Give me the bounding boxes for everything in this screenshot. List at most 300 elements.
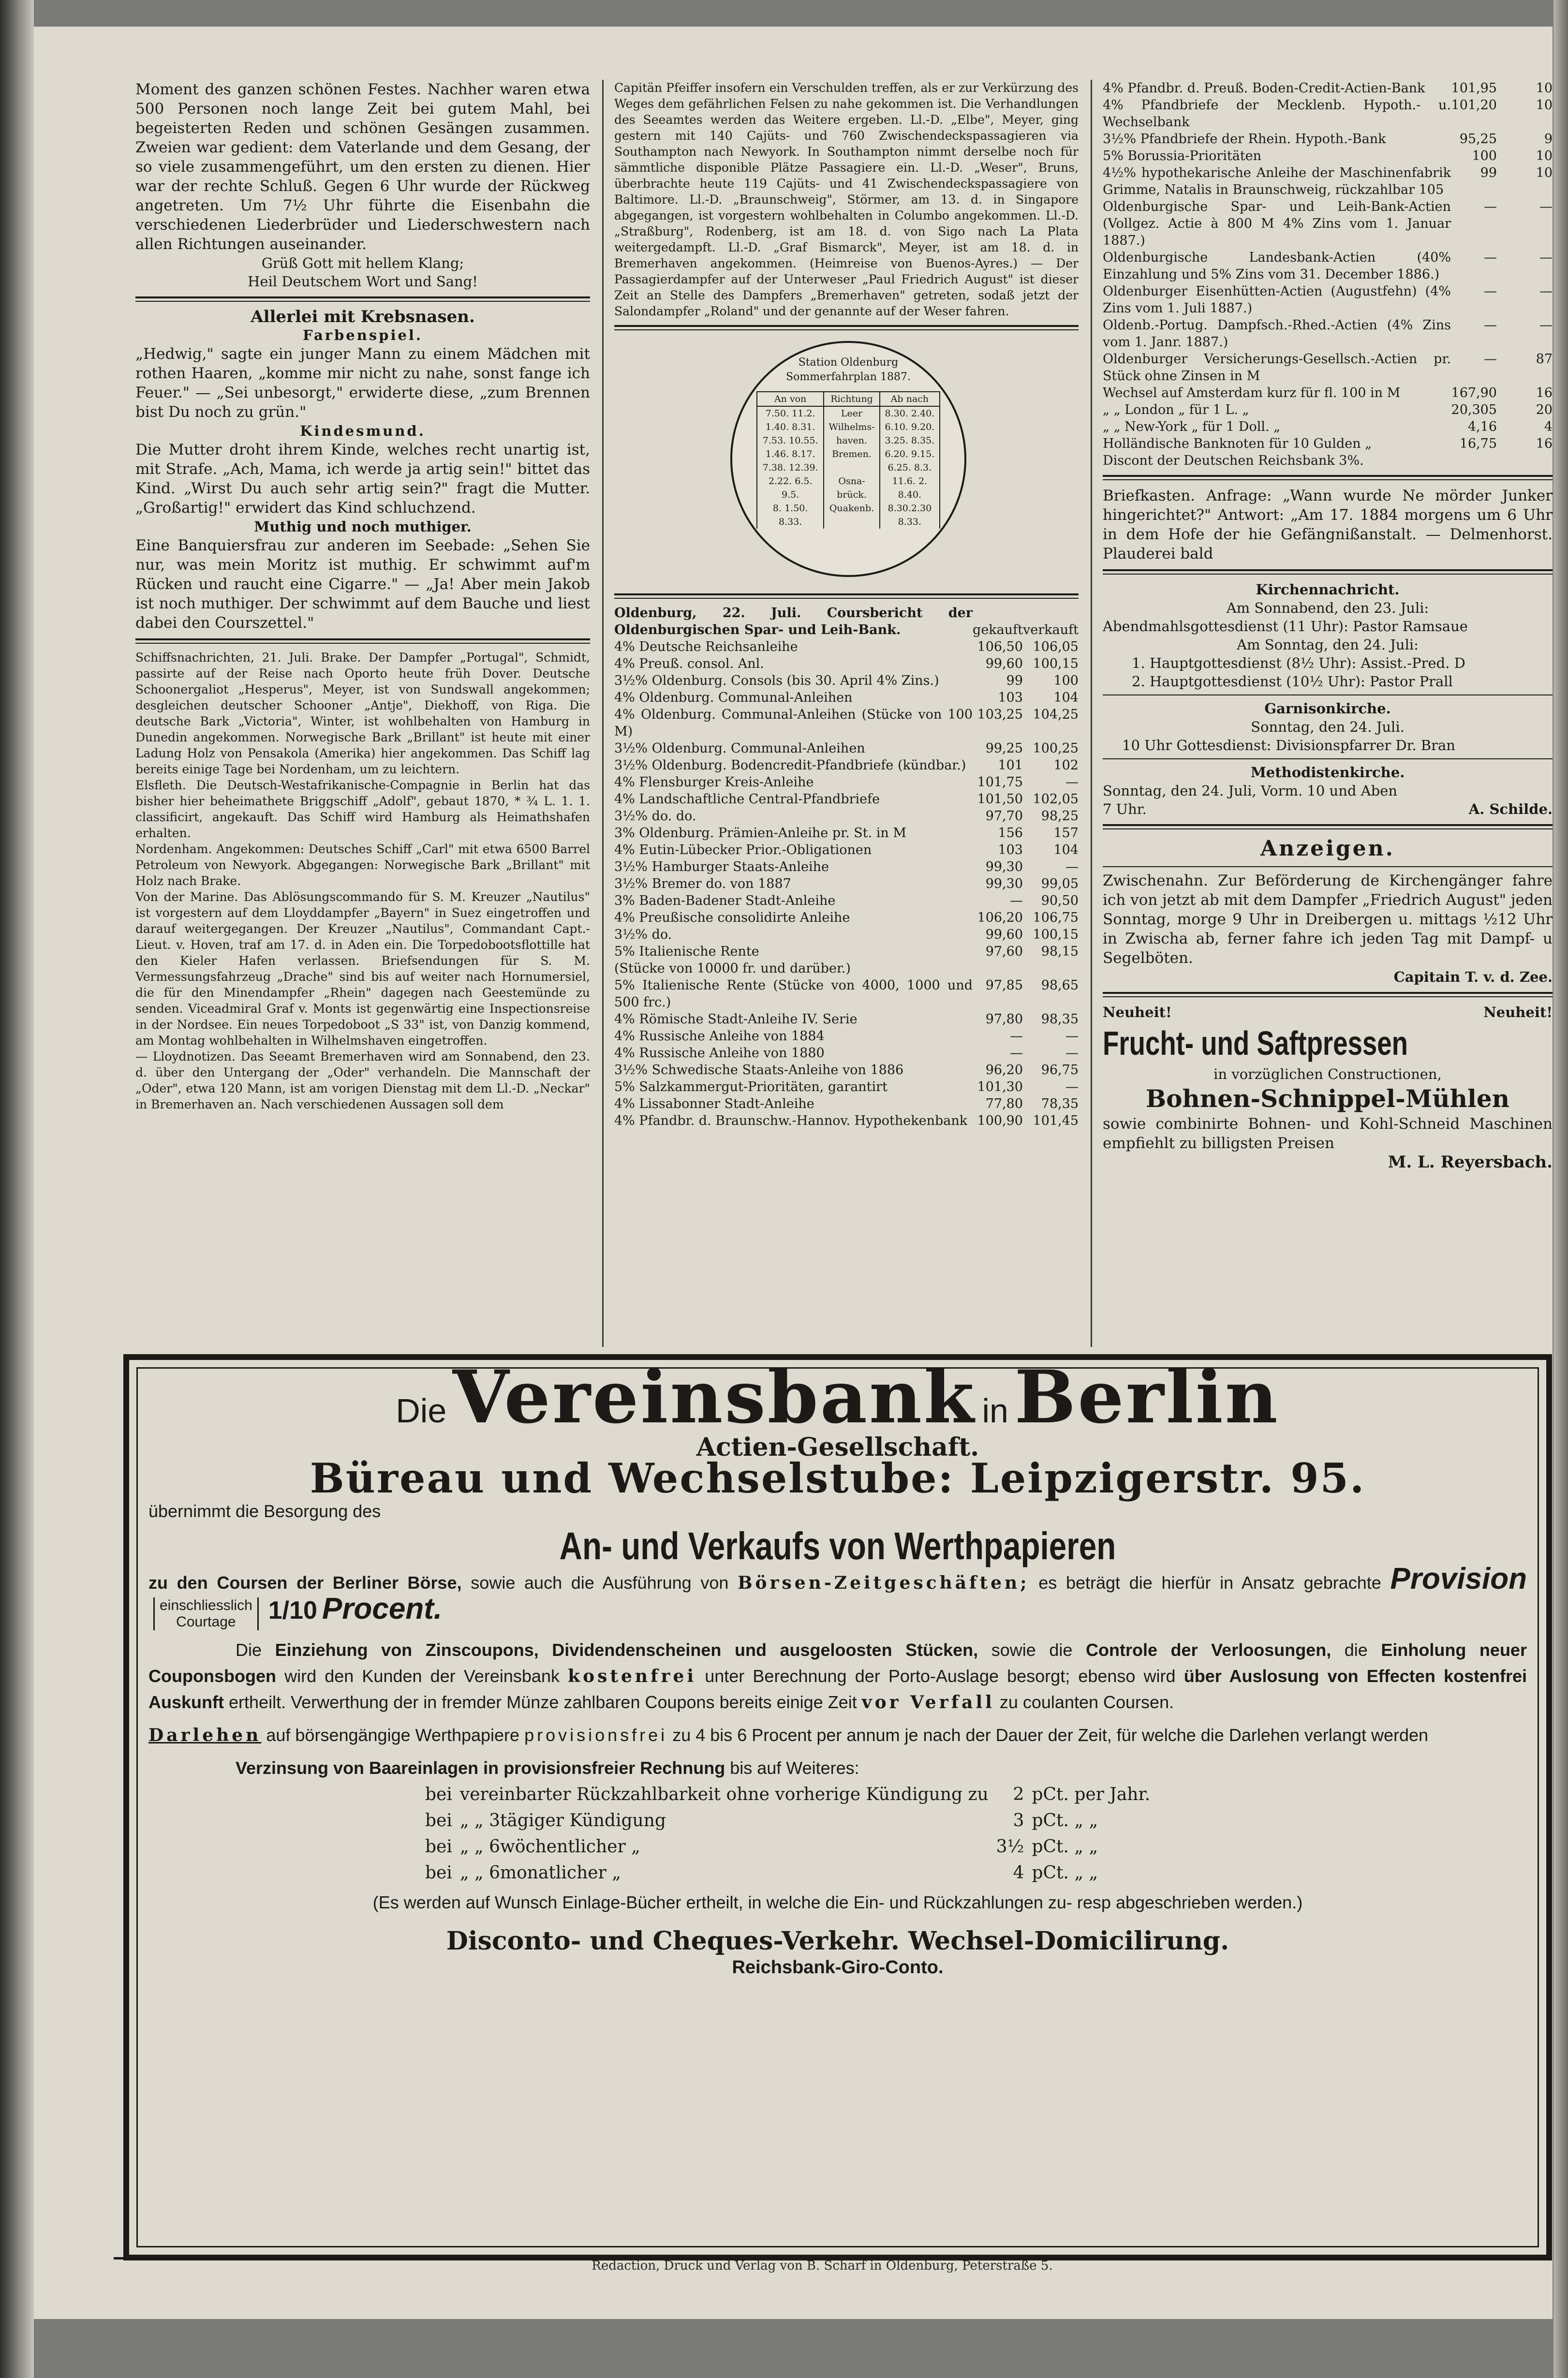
dial-arrival: 7.50. 11.2. <box>757 406 824 420</box>
ad-p2e: die <box>1344 1640 1368 1660</box>
dial-departure: 6.25. 8.3. <box>880 461 940 474</box>
column-3 <box>1103 80 1553 1171</box>
kindesmund-heading: Kindesmund. <box>300 423 426 439</box>
ad-p2j: über Auslosung von Effecten kostenfrei Auskunft <box>148 1666 1527 1713</box>
ad-fraction: 1/10 <box>268 1596 317 1625</box>
dial-direction: Leer <box>824 406 879 420</box>
stock-name: 3½% Oldenburg. Communal-Anleihen <box>614 741 865 756</box>
stock-bought: — <box>1010 1029 1023 1044</box>
stock-sold: 9 <box>1544 132 1553 147</box>
stock-row <box>1103 283 1553 317</box>
dial-departure: 8.30.2.30 <box>880 502 940 515</box>
dial-arc-label: Station Oldenburg <box>798 356 899 369</box>
muthig-text: Eine Banquiersfrau zur anderen im Seebade: „Sehen Sie nur, was mein Moritz ist muthig. Er schwimmt auf'm Rücken und raucht eine Cigarre." — „Ja! Aber mein Jakob ist noch muthiger. Der schwimmt auf dem Bauche und liest dabei den Courszettel." <box>135 537 590 632</box>
stock-name: Oldenburgische Landesbank-Actien (40% Einzahlung und 5% Zins vom 31. December 1886.) <box>1103 250 1451 282</box>
dial-direction: Osna- <box>824 474 879 488</box>
ad-provision: Provision <box>1390 1562 1527 1595</box>
ad-address-line: Büreau und Wechselstube: Leipzigerstr. 95. <box>310 1454 1366 1502</box>
rate-value: 4 <box>1013 1863 1024 1883</box>
stock-row <box>614 1062 1079 1078</box>
stock-bought: 97,85 <box>985 978 1023 993</box>
stock-bought: 103 <box>998 842 1023 857</box>
dial-arrival: 8. 1.50. <box>757 502 824 515</box>
stock-sold: 16 <box>1536 385 1553 400</box>
stock-bought: 16,75 <box>1459 436 1497 451</box>
stock-sold: 104 <box>1053 690 1079 705</box>
dial-table <box>756 391 940 529</box>
dial-head-richtung: Richtung <box>824 392 879 406</box>
stock-bought: 97,70 <box>985 809 1023 824</box>
stock-name: Discont der Deutschen Reichsbank 3%. <box>1103 453 1364 468</box>
stock-name: 4% Eutin-Lübecker Prior.-Obligationen <box>614 842 872 857</box>
stock-bought: — <box>1484 352 1497 367</box>
stock-name: 5% Salzkammergut-Prioritäten, garantirt <box>614 1079 888 1094</box>
dial-arrival: 8.33. <box>757 515 824 529</box>
rate-unit: pCt. „ „ <box>1032 1863 1098 1883</box>
dial-arrival: 9.5. <box>757 488 824 502</box>
stock-sold: 99,05 <box>1041 876 1079 891</box>
stock-row <box>614 875 1079 892</box>
stock-bought: 20,305 <box>1451 402 1497 417</box>
rate-value: 2 <box>1013 1785 1024 1805</box>
rate-row <box>425 1861 1157 1886</box>
ad-p1a: zu den Coursen der Berliner Börse, <box>148 1573 462 1593</box>
stock-row <box>614 909 1079 926</box>
stock-sold: 157 <box>1053 826 1079 841</box>
rate-value: 3½ <box>996 1837 1024 1857</box>
stock-sold: 87 <box>1536 352 1553 367</box>
dial-departure: 8.33. <box>880 515 940 529</box>
zwischenahn-ad: Zwischenahn. Zur Beförderung de Kirchengänger fahre ich von jetzt ab mit dem Dampfer „Friedrich August" jeden Sonntag, morge 9 Uhr in Dreibergen u. mittags ½12 Uhr in Zwischa ab, ferner fahre ich jeden Tag mit Dampf- u Segelböten. <box>1103 872 1553 967</box>
stock-sold: 4 <box>1544 419 1553 434</box>
ad-title-vereinsbank: Vereinsbank <box>452 1355 976 1440</box>
stock-bought: 99 <box>1006 673 1023 688</box>
stock-bought: 101 <box>998 758 1023 773</box>
stock-name: 4% Oldenburg. Communal-Anleihen (Stücke von 100 M) <box>614 707 973 739</box>
ad-paragraph-2 <box>148 1637 1527 1715</box>
garnison-line-1: Sonntag, den 24. Juli. <box>1251 719 1405 735</box>
stock-sold: — <box>1065 775 1079 790</box>
section-rule <box>1103 758 1553 759</box>
dial-row <box>757 434 940 447</box>
stock-bought: 99 <box>1480 165 1497 180</box>
dial-departure: 6.20. 9.15. <box>880 447 940 461</box>
stock-sold: 102 <box>1053 758 1079 773</box>
garnison-heading: Garnisonkirche. <box>1264 700 1391 717</box>
stock-row <box>614 842 1079 858</box>
stock-bought: 100 <box>1472 148 1497 163</box>
stock-sold: 100,25 <box>1033 741 1079 756</box>
stock-row <box>1103 198 1553 249</box>
rate-bei: bei <box>425 1811 452 1831</box>
ad-paragraph-1 <box>148 1562 1527 1630</box>
dial-title: Sommerfahrplan 1887. <box>786 371 911 383</box>
stock-row <box>614 1112 1079 1129</box>
stock-row <box>614 791 1079 808</box>
stock-sold: — <box>1065 1029 1079 1044</box>
stock-name: Oldenburger Eisenhütten-Actien (Augustfehn) (4% Zins vom 1. Juli 1887.) <box>1103 284 1451 316</box>
stock-row <box>1103 452 1553 469</box>
ad-p2f: Einholung neuer Couponsbogen <box>148 1640 1527 1686</box>
stock-row <box>614 689 1079 706</box>
stock-name: Wechsel auf Amsterdam kurz für fl. 100 in M <box>1103 385 1401 400</box>
ad-paragraph-3 <box>148 1722 1527 1748</box>
stock-bought: 106,20 <box>977 910 1023 925</box>
dial-departure: 11.6. 2. <box>880 474 940 488</box>
stock-sold: — <box>1539 284 1553 299</box>
ad-p2b: Einziehung von Zinscoupons, Dividendenscheinen und ausgeloosten Stücken, <box>275 1640 978 1660</box>
stock-row <box>614 1028 1079 1045</box>
ad-disconto: Disconto- und Cheques-Verkehr. Wechsel-Domicilirung. <box>446 1926 1229 1956</box>
ad-procent: Procent. <box>322 1592 443 1625</box>
stock-name: 5% Italienische Rente <box>614 944 759 959</box>
stock-name: Holländische Banknoten für 10 Gulden „ <box>1103 436 1372 451</box>
rate-condition: „ „ 6wöchentlicher „ <box>459 1837 640 1857</box>
ad-darlehen: Darlehen <box>148 1725 262 1746</box>
book-spine-edge <box>0 0 34 2378</box>
stock-sold: 100,15 <box>1033 656 1079 671</box>
stock-sold: 98,15 <box>1041 944 1079 959</box>
stock-bought: 103 <box>998 690 1023 705</box>
stock-row <box>614 943 1079 960</box>
stock-name: 3½% Oldenburg. Consols (bis 30. April 4% Zins.) <box>614 673 939 688</box>
methodisten-line-1: Sonntag, den 24. Juli, Vorm. 10 und Aben <box>1103 783 1398 799</box>
ad-p2d: Controle der Verloosungen, <box>1086 1640 1331 1660</box>
stock-bought: 77,80 <box>985 1096 1023 1111</box>
stock-sold: — <box>1539 250 1553 265</box>
stock-row <box>1103 401 1553 418</box>
nordenham-news: Nordenham. Angekommen: Deutsches Schiff „Carl" mit etwa 6500 Barrel Petroleum von Newyork. Abgegangen: Norwegische Bark „Brillant" mit Holz nach Brake. <box>135 842 590 888</box>
rate-row <box>425 1834 1157 1860</box>
dial-direction: Bremen. <box>824 447 879 461</box>
stock-sold: 101,45 <box>1033 1113 1079 1128</box>
rate-condition: „ „ 3tägiger Kündigung <box>459 1811 666 1831</box>
stock-row <box>614 977 1079 1011</box>
stock-bought <box>973 960 1023 977</box>
stock-bought: 97,60 <box>985 944 1023 959</box>
section-rule <box>614 593 1079 599</box>
rate-condition: vereinbarter Rückzahlbarkeit ohne vorherige Kündigung zu <box>459 1785 989 1805</box>
ad-einschl: einschliesslich <box>160 1597 252 1614</box>
ad-p2i: unter Berechnung der Porto-Auslage besorgt; ebenso wird <box>705 1666 1176 1686</box>
stock-bought: 101,75 <box>977 775 1023 790</box>
section-rule <box>135 638 590 644</box>
dial-arrival: 1.40. 8.31. <box>757 420 824 434</box>
section-rule <box>1103 569 1553 575</box>
rate-bei: bei <box>425 1785 452 1805</box>
dial-departure: 8.40. <box>880 488 940 502</box>
stock-sold: 16 <box>1536 436 1553 451</box>
stock-name: 3½% Bremer do. von 1887 <box>614 876 791 891</box>
dial-head-an: An von <box>757 392 824 406</box>
dial-direction: haven. <box>824 434 879 447</box>
methodisten-signature: A. Schilde. <box>1468 801 1553 817</box>
stock-sold: — <box>1065 859 1079 874</box>
stock-sold: 104,25 <box>1033 707 1079 722</box>
festival-report-end: Moment des ganzen schönen Festes. Nachher waren etwa 500 Personen noch lange Zeit bei gutem Mahl, bei begeisterten Reden und schönen Gesängen zusammen. Zweien war gedient: dem Vaterlande und dem Gesang, der so viele zusammengeführt, um den ersten zu dienen. Hier war der rechte Schluß. Gegen 6 Uhr wurde der Rückweg angetreten. Um 7½ Uhr führte die Eisenbahn die verschiedenen Liederbrüder und Liederschwestern nach allen Richtungen auseinander. <box>135 81 590 253</box>
ad-courtage: Courtage <box>176 1614 236 1630</box>
rate-unit: pCt. „ „ <box>1032 1837 1098 1857</box>
stock-sold <box>1023 960 1079 977</box>
stock-bought: 99,60 <box>985 656 1023 671</box>
methodisten-line-2 <box>1103 800 1553 818</box>
dial-departure: 6.10. 9.20. <box>880 420 940 434</box>
stock-row <box>1103 148 1553 164</box>
stock-sold: 90,50 <box>1041 893 1079 908</box>
stock-row <box>1103 317 1553 351</box>
stock-row <box>1103 418 1553 435</box>
rate-unit: pCt. „ „ <box>1032 1811 1098 1831</box>
dial-arrival: 1.46. 8.17. <box>757 447 824 461</box>
stock-bought: 101,50 <box>977 792 1023 807</box>
stock-sold: 10 <box>1536 81 1553 96</box>
ad-content <box>148 1355 1527 2240</box>
stock-sold: — <box>1065 1079 1079 1094</box>
stock-bought: 101,95 <box>1451 81 1497 96</box>
stock-row <box>1103 249 1553 283</box>
kirchen-line-1: Am Sonnabend, den 23. Juli: <box>1226 600 1429 616</box>
zwischenahn-signature: Capitain T. v. d. Zee. <box>1393 969 1553 985</box>
ad-reichsbank: Reichsbank-Giro-Conto. <box>732 1957 944 1978</box>
stock-name: 3½% Oldenburg. Bodencredit-Pfandbriefe (kündbar.) <box>614 758 966 773</box>
ad-p2l: vor Verfall <box>861 1692 995 1713</box>
stock-name: 5% Italienische Rente (Stücke von 4000, 1000 und 500 frc.) <box>614 978 973 1010</box>
stock-sold: 10 <box>1536 148 1553 163</box>
stock-name: 3½% do. do. <box>614 809 696 824</box>
muthig-heading: Muthig und noch muthiger. <box>254 518 472 535</box>
dial-row <box>757 474 940 488</box>
stock-row <box>1103 384 1553 401</box>
stock-name: 3½% Pfandbriefe der Rhein. Hypoth.-Bank <box>1103 132 1386 147</box>
stock-row <box>614 740 1079 757</box>
lloyd-news-continued: Capitän Pfeiffer insofern ein Verschulden treffen, als er zur Verkürzung des Weges dem gefährlichen Felsen zu nahe gekommen ist. Die Verhandlungen des Seeamtes werden das Weitere ergeben. Ll.-D. „Elbe", Meyer, ging gestern mit 140 Cajüts- und 760 Zwischendeckspassagieren via Southampton nach Newyork. In Southampton nimmt derselbe noch für sämmtliche disponible Plätze Passagiere ein. Ll.-D. „Weser", Bruns, überbrachte heute 119 Cajüts- und 41 Zwischendeckspassagiere von Baltimore. Ll.-D. „Braunschweig", Störmer, am 13. d. in Singapore abgegangen, ist vorgestern wohlbehalten in Columbo angekommen. Ll.-D. „Straßburg", Rodenberg, ist am 18. d. von Sigo nach La Plata weitergedampft. Ll.-D. „Graf Bismarck", Meyer, ist am 18. d. in Bremerhaven angekommen. (Heimreise von Buenos-Ayres.) — Der Passagierdampfer auf der Unterweser „Paul Friedrich August" ist dieser Zeit an Stelle des Dampfers „Bremerhaven" getreten, sodaß jetzt der Salondampfer „Roland" und der genannte auf der Weser fahren. <box>614 81 1079 318</box>
methodisten-heading: Methodistenkirche. <box>1250 764 1405 781</box>
dial-arrival: 7.53. 10.55. <box>757 434 824 447</box>
dial-row <box>757 515 940 529</box>
ad-verzinsung-2: bis auf Weiteres: <box>730 1758 859 1778</box>
ad-brace <box>153 1597 259 1630</box>
stock-row <box>614 638 1079 655</box>
dial-arrival: 7.38. 12.39. <box>757 461 824 474</box>
imprint-footer: Redaction, Druck und Verlag von B. Scharf in Oldenburg, Peterstraße 5. <box>592 2259 1053 2273</box>
stock-row <box>1103 351 1553 384</box>
stock-row <box>614 655 1079 672</box>
stock-sold: 20 <box>1536 402 1553 417</box>
rate-row <box>425 1782 1157 1807</box>
combinirte-text: sowie combinirte Bohnen- und Kohl-Schneid Maschinen empfiehlt zu billigsten Preisen <box>1103 1115 1553 1152</box>
greeting-line-1: Grüß Gott mit hellem Klang; <box>261 255 464 271</box>
rate-unit: pCt. per Jahr. <box>1032 1785 1151 1805</box>
dial-row <box>757 447 940 461</box>
shipping-news: Schiffsnachrichten, 21. Juli. Brake. Der Dampfer „Portugal", Schmidt, passirte auf der Reise nach Oporto heute früh Dover. Deutsche Schoonergaliot „Hesperus", Meyer, ist von Sundswall angekommen; desgleichen deutscher Schooner „Antje", Diekhoff, von Riga. Die deutsche Bark „Victoria", Winter, ist wohlbehalten von Hamburg in Dunedin angekommen. Norwegische Bark „Brillant" ist heute mit einer Ladung Holz von Pensakola (Amerika) hier angekommen. Das Schiff lag bereits einige Tage bei Nordenham, um zu leichtern. <box>135 650 590 776</box>
stock-sold: — <box>1065 1046 1079 1061</box>
stock-sold: 10 <box>1536 98 1553 113</box>
stock-bought: — <box>1484 250 1497 265</box>
dial-direction: brück. <box>824 488 879 502</box>
section-rule <box>1103 992 1553 997</box>
stock-row <box>614 1078 1079 1095</box>
rate-bei: bei <box>425 1837 452 1857</box>
ad-p2h: kostenfrei <box>568 1666 697 1687</box>
stock-row <box>1103 131 1553 148</box>
stock-bought: 100,90 <box>977 1113 1023 1128</box>
stock-name: 3½% Schwedische Staats-Anleihe von 1886 <box>614 1063 904 1078</box>
stock-bought: 101,30 <box>977 1079 1023 1094</box>
stock-bought: 97,80 <box>985 1012 1023 1027</box>
ad-verzinsung-label: Verzinsung von Baareinlagen in provisionsfreier Rechnung <box>236 1758 725 1778</box>
section-rule <box>614 325 1079 330</box>
stock-row <box>614 808 1079 825</box>
briefkasten-text: Briefkasten. Anfrage: „Wann wurde Ne mörder Junker hingerichtet?" Antwort: „Am 17. 1884 morgens um 6 Uhr in dem Hofe der hie Gefängnißanstalt. — Delmenhorst. Plauderei bald <box>1103 487 1553 562</box>
stock-name: 4% Römische Stadt-Anleihe IV. Serie <box>614 1012 858 1027</box>
stock-sold: 98,35 <box>1041 1012 1079 1027</box>
stock-row <box>1103 435 1553 452</box>
stock-row <box>614 960 1079 977</box>
column-1 <box>135 80 590 1112</box>
stock-row <box>614 858 1079 875</box>
ad-an-und-verkauf: An- und Verkaufs von Werthpapieren <box>559 1524 1116 1567</box>
stock-bought: — <box>1484 284 1497 299</box>
dial-departure: 8.30. 2.40. <box>880 406 940 420</box>
neuheit-row <box>1103 1003 1553 1021</box>
stock-row <box>1103 80 1553 97</box>
section-rule <box>1103 475 1553 480</box>
stock-sold: 10 <box>1536 165 1553 180</box>
stock-bought: 99,30 <box>985 859 1023 874</box>
ad-p2c: sowie die <box>991 1640 1073 1660</box>
ad-p3: auf börsengängige Werthpapiere <box>266 1725 520 1745</box>
timetable-dial <box>730 341 966 577</box>
ad-verzinsung <box>148 1755 1527 1781</box>
kindesmund-text: Die Mutter droht ihrem Kinde, welches recht unartig ist, mit Strafe. „Ach, Mama, ich werde ja artig sein!" bittet das Kind. „Wirst Du auch sehr artig sein?" fragt die Mutter. „Großartig!" erwidert das Kind schluchzend. <box>135 441 590 517</box>
stock-row <box>614 706 1079 740</box>
stock-name: Oldenb.-Portug. Dampfsch.-Rhed.-Actien (4% Zins vom 1. Janr. 1887.) <box>1103 318 1451 350</box>
ad-title-die: Die <box>396 1392 447 1430</box>
rate-value: 3 <box>1013 1811 1024 1831</box>
stock-row <box>1103 97 1553 131</box>
stock-bought: 96,20 <box>985 1063 1023 1078</box>
stock-row <box>614 926 1079 943</box>
stock-report-table <box>614 605 1079 1129</box>
stock-report-continued <box>1103 80 1553 469</box>
kirchen-heading: Kirchennachricht. <box>1256 581 1400 598</box>
neuheit-right: Neuheit! <box>1483 1004 1553 1020</box>
dial-direction: Wilhelms- <box>824 420 879 434</box>
allerlei-heading: Allerlei mit Krebsnasen. <box>251 307 475 326</box>
newspaper-page <box>34 27 1553 2319</box>
dial-row <box>757 461 940 474</box>
ad-p2m: zu coulanten Coursen. <box>999 1692 1174 1713</box>
frucht-sub: in vorzüglichen Constructionen, <box>1213 1066 1442 1082</box>
methodisten-time: 7 Uhr. <box>1103 801 1147 817</box>
stock-bought: 167,90 <box>1451 385 1497 400</box>
vereinsbank-advertisement <box>123 1354 1552 2260</box>
stock-sold: 106,05 <box>1033 639 1079 654</box>
stock-sold: 98,65 <box>1041 978 1079 993</box>
stock-name: 3% Baden-Badener Stadt-Anleihe <box>614 893 836 908</box>
stock-name: 3½% Hamburger Staats-Anleihe <box>614 859 829 874</box>
neuheit-left: Neuheit! <box>1103 1004 1172 1020</box>
lloyd-news: — Lloydnotizen. Das Seeamt Bremerhaven wird am Sonnabend, den 23. d. über den Untergang der „Oder" verhandeln. Die Mannschaft der „Oder", etwa 120 Mann, ist am vorigen Dienstag mit dem Ll.-D. „Neckar" in Bremerhaven an. Nach verschiedenen Aussagen soll dem <box>135 1049 590 1111</box>
stock-name: 4% Pfandbr. d. Preuß. Boden-Credit-Actien-Bank <box>1103 81 1425 96</box>
dial-direction <box>824 515 879 529</box>
stock-row <box>614 1045 1079 1062</box>
stock-sold: 78,35 <box>1041 1096 1079 1111</box>
dial-departure: 3.25. 8.35. <box>880 434 940 447</box>
dial-direction: Quakenb. <box>824 502 879 515</box>
stock-name: 4% Pfandbriefe der Mecklenb. Hypoth.- u. Wechselbank <box>1103 98 1451 130</box>
column-divider <box>602 80 604 1347</box>
stock-name: 4% Pfandbr. d. Braunschw.-Hannov. Hypothekenbank <box>614 1113 968 1128</box>
ad-subtitle: Actien-Gesellschaft. <box>696 1433 979 1462</box>
garnison-line-2: 10 Uhr Gottesdienst: Divisionspfarrer Dr. Bran <box>1122 737 1455 753</box>
section-rule <box>1103 866 1553 867</box>
stock-bought: 101,20 <box>1451 98 1497 113</box>
ad-p2g: wird den Kunden der Vereinsbank <box>284 1666 560 1686</box>
stock-name: „ „ New-York „ für 1 Doll. „ <box>1103 419 1281 434</box>
ad-p1c: Börsen-Zeitgeschäften; <box>738 1573 1030 1593</box>
dial-row <box>757 406 940 420</box>
page-right-edge <box>1553 0 1568 2378</box>
anzeigen-heading: Anzeigen. <box>1260 836 1395 861</box>
stock-bought: — <box>1010 1046 1023 1061</box>
greeting-line-2: Heil Deutschem Wort und Sang! <box>248 273 478 290</box>
ad-uebernimmt: übernimmt die Besorgung des <box>148 1501 381 1521</box>
stock-sold: — <box>1539 199 1553 214</box>
stock-name: 4% Oldenburg. Communal-Anleihen <box>614 690 853 705</box>
stock-name: 4% Preußische consolidirte Anleihe <box>614 910 850 925</box>
stock-bought: 156 <box>998 826 1023 841</box>
stock-name: Oldenburgische Spar- und Leih-Bank-Actien (Vollgez. Actie à 800 M 4% Zins vom 1. Januar 1887.) <box>1103 199 1451 248</box>
stock-name: 4% Landschaftliche Central-Pfandbriefe <box>614 792 880 807</box>
rate-row <box>425 1808 1157 1833</box>
dial-direction <box>824 461 879 474</box>
stock-name: 4% Lissabonner Stadt-Anleihe <box>614 1096 814 1111</box>
stock-row <box>614 1095 1079 1112</box>
stock-sold: 96,75 <box>1041 1063 1079 1078</box>
marine-news: Von der Marine. Das Ablösungscommando für S. M. Kreuzer „Nautilus" ist vorgestern auf dem Lloyddampfer „Bayern" in Suez eingetroffen und darauf weitergegangen. Der Kreuzer „Nautilus", Commandant Capt.-Lieut. v. Hoven, traf am 17. d. in Aden ein. Die Torpedobootsflottille hat den Kieler Hafen verlassen. Briefsendungen für S. M. Vermessungsfahrzeug „Drache" sind bis auf weiter nach Hornumersiel, die für den Minendampfer „Rhein" dagegen nach Geestemünde zu senden. Viceadmiral Graf v. Monts ist gegenwärtig eine Inspectionsreise in der Nordsee. Ein neues Torpedoboot „S 33" ist, von Danzig kommend, am Montag wohlbehalten in Wilhelmshaven eingetroffen. <box>135 890 590 1048</box>
kirchen-line-4: 1. Hauptgottesdienst (8½ Uhr): Assist.-Pred. D <box>1132 655 1465 671</box>
stock-bought: 95,25 <box>1459 132 1497 147</box>
stock-bought: 106,50 <box>977 639 1023 654</box>
elsfleth-news: Elsfleth. Die Deutsch-Westafrikanische-Compagnie in Berlin hat das bisher hier beheimathete Briggschiff „Adolf", gebaut 1870, * ¾ L. 1. 1. classificirt, angekauft. Das Schiff wird Hamburg als Heimathshafen erhalten. <box>135 778 590 840</box>
ad-title <box>148 1355 1527 1440</box>
stock-bought: 4,16 <box>1467 419 1497 434</box>
stock-name: 3½% do. <box>614 927 672 942</box>
stock-row <box>1103 164 1553 198</box>
kirchen-line-5: 2. Hauptgottesdienst (10½ Uhr): Pastor Prall <box>1132 673 1453 690</box>
stock-name: 4% Russische Anleihe von 1884 <box>614 1029 825 1044</box>
stock-head-bought: gekauft <box>973 622 1023 637</box>
frucht-ad-title: Frucht- und Saftpressen <box>1103 1024 1408 1062</box>
dial-row <box>757 488 940 502</box>
rate-condition: „ „ 6monatlicher „ <box>459 1863 621 1883</box>
stock-name: (Stücke von 10000 fr. und darüber.) <box>614 961 851 976</box>
ad-title-in: in <box>982 1392 1008 1430</box>
kirchen-line-2: Abendmahlsgottesdienst (11 Uhr): Pastor Ramsaue <box>1103 618 1468 635</box>
stock-bought: 103,25 <box>977 707 1023 722</box>
section-rule <box>135 296 590 302</box>
stock-bought <box>1451 452 1497 469</box>
dial-head-ab: Ab nach <box>880 392 940 406</box>
dial-row <box>757 502 940 515</box>
dial-row <box>757 420 940 434</box>
stock-row <box>614 757 1079 774</box>
ad-p1b: sowie auch die Ausführung von <box>471 1573 729 1593</box>
stock-bought: — <box>1484 318 1497 333</box>
section-rule <box>1103 694 1553 695</box>
ad-p3b: provisionsfrei <box>524 1725 668 1745</box>
